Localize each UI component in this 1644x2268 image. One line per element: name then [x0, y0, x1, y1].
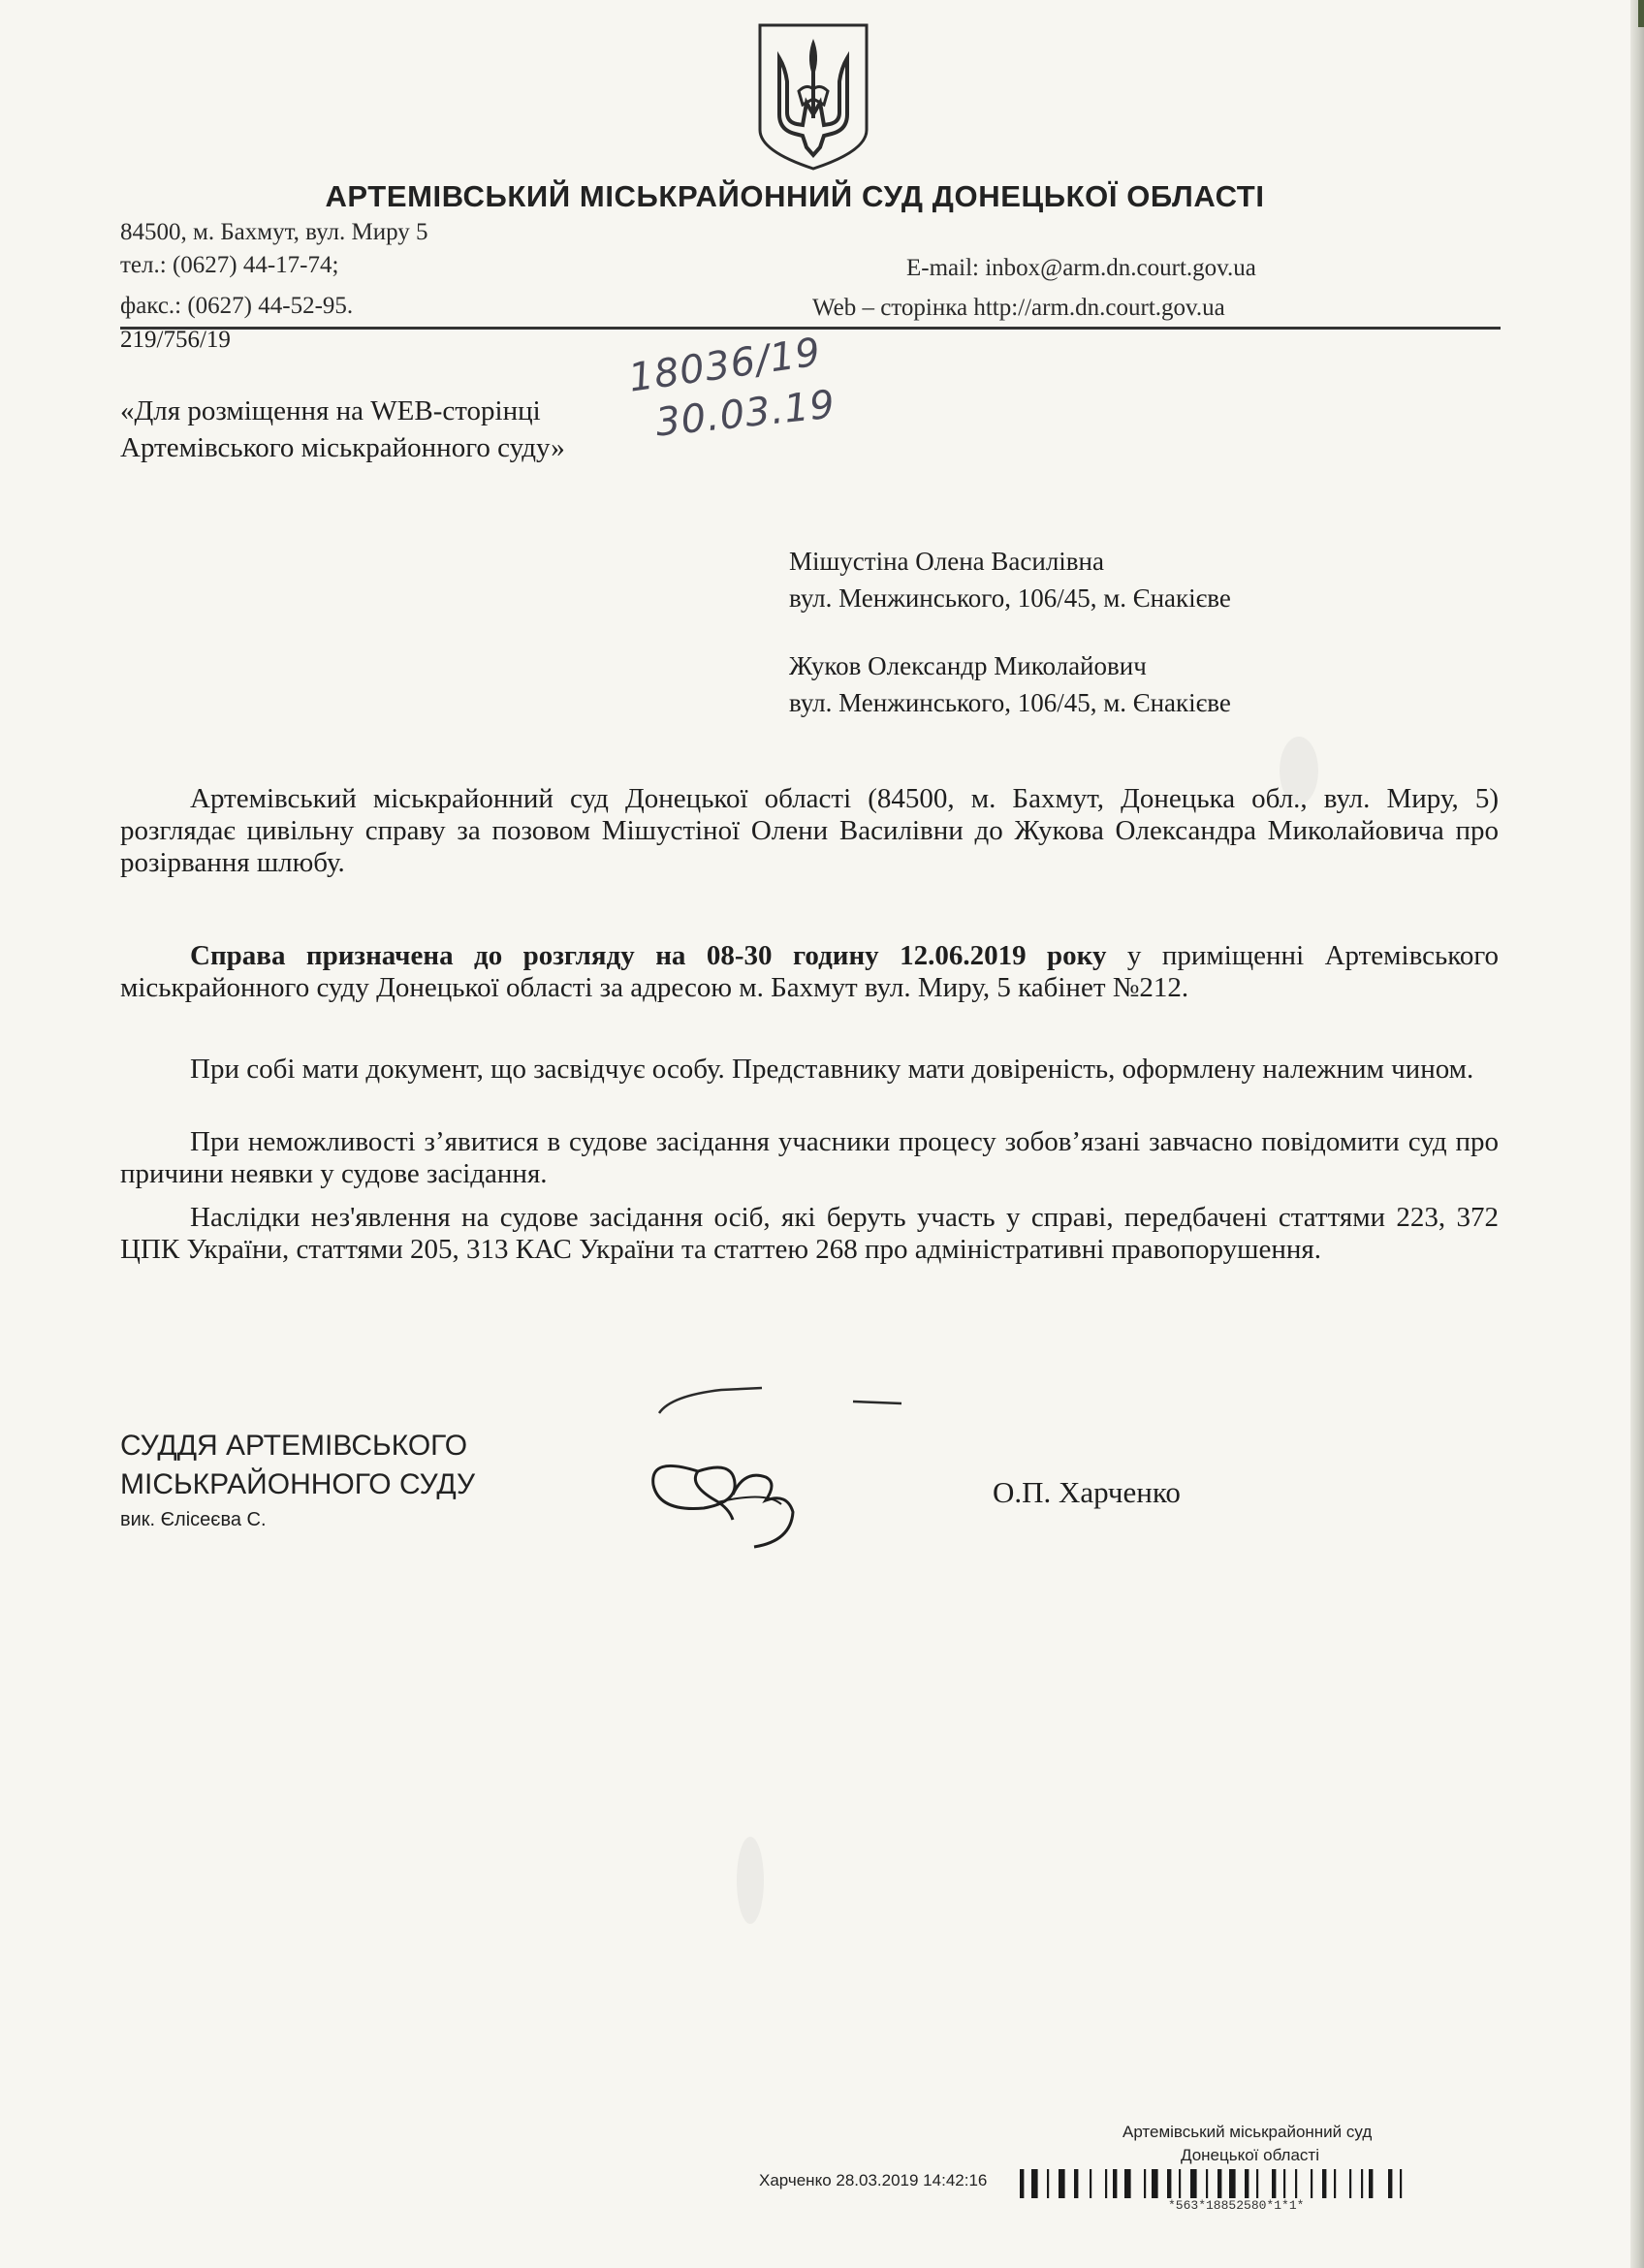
paragraph-consequences	[120, 1202, 1499, 1266]
stamp-user-time: Харченко 28.03.2019 14:42:16	[759, 2171, 988, 2189]
court-email: E-mail: inbox@arm.dn.court.gov.ua	[906, 255, 1256, 281]
case-number: 219/756/19	[120, 327, 231, 353]
header-divider	[120, 327, 1501, 330]
paragraph-text: Артемівський міськрайонний суд Донецької області (84500, м. Бахмут, Донецька обл., вул. Миру, 5) розглядає цивільну справу за позовом Мішустіної Олени Василівни до Жукова Олександра Миколайовича про розірвання шлюбу.	[120, 783, 1499, 878]
stamp-court-name: Артемівський міськрайонний суд	[1122, 2123, 1373, 2141]
hearing-date-bold: Справа призначена до розгляду на 08-30 годину 12.06.2019 року	[190, 940, 1107, 971]
coat-of-arms-icon	[756, 21, 870, 172]
scan-smudge	[737, 1837, 764, 1924]
court-address: 84500, м. Бахмут, вул. Миру 5	[120, 219, 428, 245]
handwritten-signature	[620, 1376, 931, 1570]
page-corner	[1638, 0, 1644, 27]
recipient-address: вул. Менжинського, 106/45, м. Єнакієве	[789, 583, 1231, 613]
handwritten-reg-date: 30.03.19	[653, 382, 838, 446]
recipient-name: Мішустіна Олена Василівна	[789, 547, 1104, 576]
judge-title	[120, 1427, 475, 1504]
judge-title-line2: МІСЬКРАЙОННОГО СУДУ	[120, 1468, 476, 1500]
court-title: АРТЕМІВСЬКИЙ МІСЬКРАЙОННИЙ СУД ДОНЕЦЬКОЇ ОБЛАСТІ	[325, 179, 1265, 213]
web-placement-note	[120, 393, 565, 466]
scan-smudge	[1280, 737, 1318, 804]
web-note-line1: «Для розміщення на WEB-сторінці	[120, 395, 541, 426]
court-phone: тел.: (0627) 44-17-74;	[120, 252, 339, 278]
paragraph-absence	[120, 1126, 1499, 1190]
page-edge	[1630, 0, 1644, 2268]
paragraph-text: у приміщенні Артемівського міськрайонного суду Донецької області за адресою м. Бахмут вул. Миру, 5 кабінет №212.	[120, 940, 1499, 1003]
court-website: Web – сторінка http://arm.dn.court.gov.ua	[812, 295, 1225, 321]
judge-name: О.П. Харченко	[993, 1475, 1181, 1509]
recipient-2	[789, 647, 1231, 721]
paragraph-text: Наслідки нез'явлення на судове засідання осіб, які беруть участь у справі, передбачені статтями 223, 372 ЦПК України, статтями 205, 313 КАС України та статтею 268 про адміністративні правопорушення.	[120, 1202, 1499, 1265]
paragraph-text: При собі мати документ, що засвідчує особу. Представнику мати довіреність, оформлену належним чином.	[190, 1054, 1474, 1085]
paragraph-hearing	[120, 940, 1499, 1004]
court-fax: факс.: (0627) 44-52-95.	[120, 293, 354, 319]
recipient-1	[789, 543, 1231, 616]
judge-title-line1: СУДДЯ АРТЕМІВСЬКОГО	[120, 1430, 468, 1462]
web-note-line2: Артемівського міськрайонного суду»	[120, 432, 565, 463]
recipient-name: Жуков Олександр Миколайович	[789, 651, 1147, 680]
executor: вик. Єлісеєва С.	[120, 1509, 267, 1530]
barcode-number: *563*18852580*1*1*	[1168, 2198, 1305, 2213]
recipient-address: вул. Менжинського, 106/45, м. Єнакієве	[789, 688, 1231, 717]
stamp-region: Донецької області	[1181, 2146, 1319, 2164]
handwritten-reg-number: 18036/19	[625, 330, 824, 401]
paragraph-documents	[120, 1054, 1499, 1086]
paragraph-text: При неможливості з’явитися в судове засідання учасники процесу зобов’язані завчасно повідомити суд про причини неявки у судове засідання.	[120, 1126, 1499, 1189]
